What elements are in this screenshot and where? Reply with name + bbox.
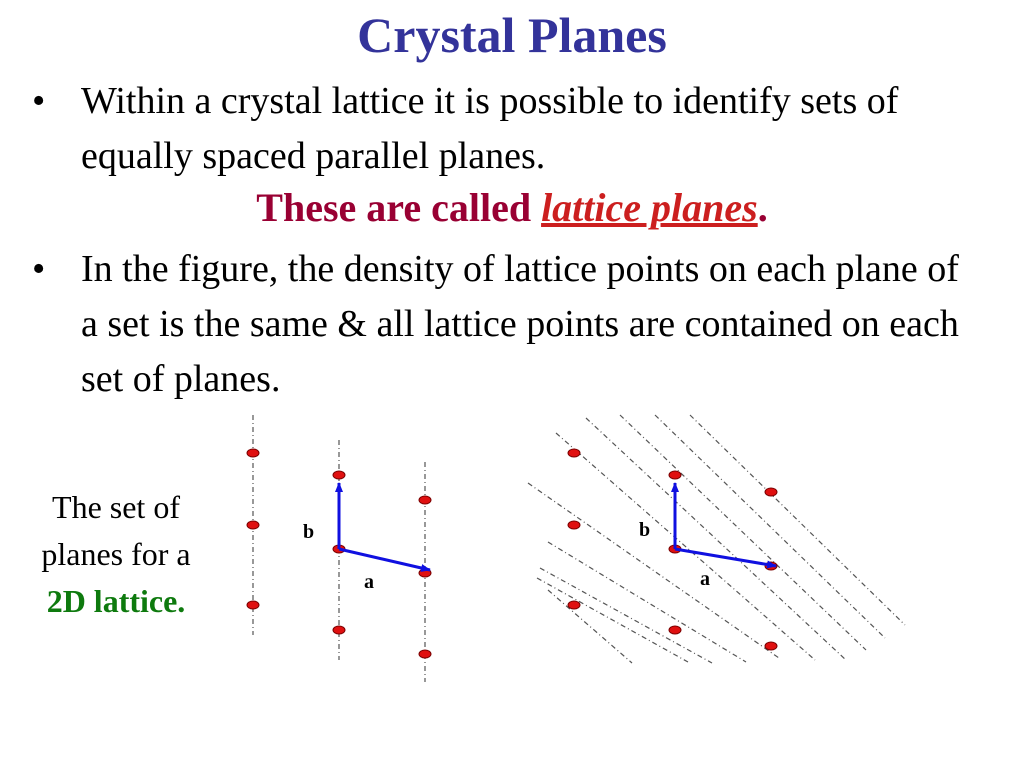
lattice-point xyxy=(765,642,777,650)
vector-a-arrow xyxy=(675,549,776,566)
lattice-point xyxy=(419,650,431,658)
lattice-point xyxy=(669,471,681,479)
vector-a-label: a xyxy=(364,571,374,593)
lattice-point xyxy=(247,521,259,529)
basis-vectors-left xyxy=(339,483,430,570)
vector-a-label: a xyxy=(700,568,710,590)
plane-line xyxy=(528,483,779,658)
caption-emphasis: 2D lattice. xyxy=(46,583,186,619)
lattice-point xyxy=(568,449,580,457)
lattice-point xyxy=(419,496,431,504)
vector-b-label: b xyxy=(639,519,651,541)
lattice-point xyxy=(247,601,259,609)
lattice-point xyxy=(333,471,345,479)
caption-line: The set of xyxy=(52,489,180,525)
lattice-planes-term: lattice planes xyxy=(541,185,758,230)
lattice-point xyxy=(765,488,777,496)
lattice-point xyxy=(333,626,345,634)
plane-line xyxy=(537,578,688,662)
plane-line xyxy=(620,415,866,650)
vector-a-arrow xyxy=(339,549,430,570)
lattice-point xyxy=(247,449,259,457)
callout-prefix: These are called xyxy=(256,185,542,230)
slide-title: Crystal Planes xyxy=(357,7,667,63)
lattice-point xyxy=(568,601,580,609)
plane-line xyxy=(548,590,632,663)
plane-line xyxy=(655,415,885,638)
plane-line xyxy=(540,568,712,663)
lattice-points-right xyxy=(568,449,777,650)
caption-line: planes for a xyxy=(41,536,191,572)
bullet-text: Within a crystal lattice it is possible to identify sets of equally spaced parallel planes. xyxy=(81,80,899,177)
plane-line xyxy=(586,418,846,660)
lattice-point xyxy=(669,626,681,634)
lattice-point xyxy=(568,521,580,529)
diagonal-planes xyxy=(528,415,905,663)
plane-line xyxy=(556,433,815,660)
bullet-marker: • xyxy=(32,80,46,122)
bullet-marker: • xyxy=(32,248,46,290)
basis-vectors-right xyxy=(675,483,776,566)
plane-line xyxy=(690,415,905,625)
bullet-text: In the figure, the density of lattice points on each plane of a set is the same & all lattice points are contained on each set of planes. xyxy=(81,248,959,400)
vector-b-label: b xyxy=(303,521,315,543)
callout-suffix: . xyxy=(757,185,768,230)
